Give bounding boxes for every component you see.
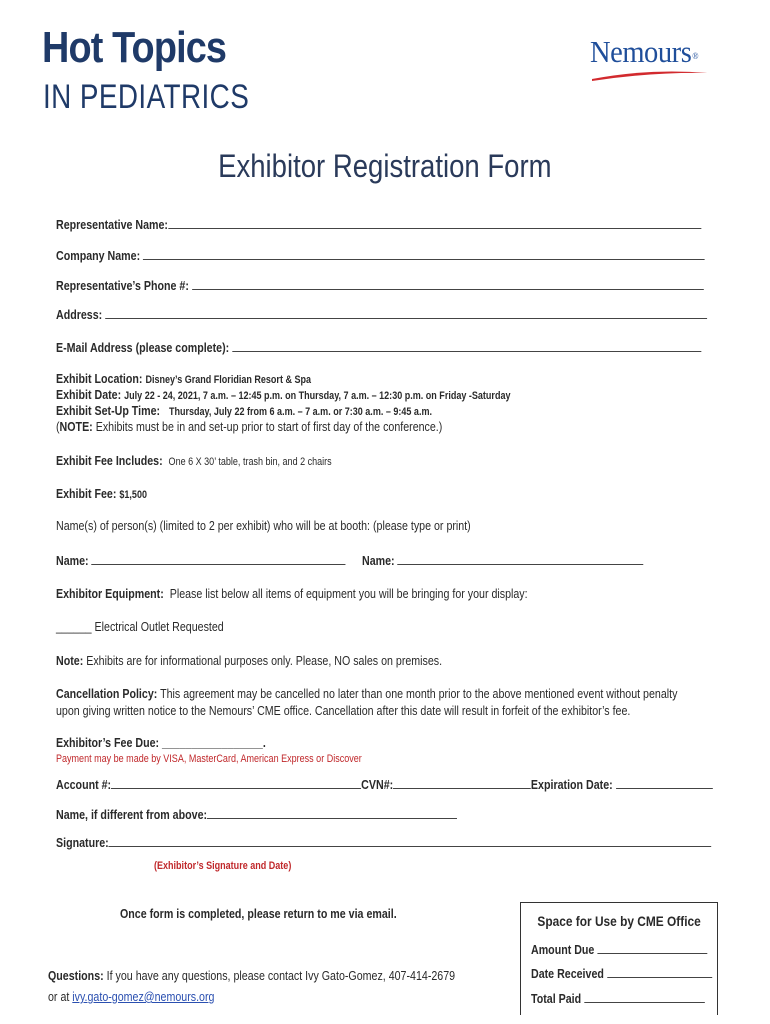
total-paid-row — [531, 990, 743, 1006]
alt-name-input[interactable] — [207, 806, 457, 819]
booth-name2-label: Name: — [362, 553, 395, 568]
exhibit-location-value: Disney’s Grand Floridian Resort & Spa — [145, 374, 312, 386]
or-at-text: or at — [48, 989, 70, 1004]
booth-instructions-row — [56, 518, 562, 534]
payment-methods: Payment may be made by VISA, MasterCard, American Express or Discover — [56, 753, 362, 765]
contact-email-link[interactable]: ivy.gato-gomez@nemours.org — [72, 989, 215, 1004]
note-row — [56, 653, 527, 669]
exhibit-fee-value: $1,500 — [119, 489, 147, 501]
signature-row — [56, 834, 770, 851]
return-instructions: Once form is completed, please return to me via email. — [120, 906, 397, 921]
date-received-row — [531, 965, 752, 981]
rep-phone-label: Representative’s Phone #: — [56, 278, 189, 293]
exhibit-note-open: ( — [56, 419, 60, 434]
outlet-blank[interactable]: ______ — [56, 619, 92, 634]
fee-includes-label: Exhibit Fee Includes: — [56, 453, 163, 468]
nemours-logo-text: Nemours — [590, 34, 692, 69]
cme-office-box — [520, 902, 718, 1015]
nemours-registered-mark: ® — [692, 51, 699, 61]
exhibit-note-row — [56, 419, 527, 435]
booth-name1-row — [56, 552, 409, 569]
rep-name-label: Representative Name: — [56, 217, 168, 232]
company-name-input[interactable] — [143, 247, 705, 260]
exhibit-date-label: Exhibit Date: — [56, 387, 122, 402]
rep-phone-input[interactable] — [192, 277, 704, 290]
account-row — [56, 776, 770, 793]
rep-name-row — [56, 216, 770, 233]
amount-due-row — [531, 941, 746, 957]
hot-topics-logo-line2: IN PEDIATRICS — [43, 78, 250, 116]
signature-label: Signature: — [56, 835, 109, 850]
amount-due-input[interactable] — [597, 941, 707, 954]
address-label: Address: — [56, 307, 103, 322]
cancellation-row1 — [56, 686, 770, 702]
signature-input[interactable] — [109, 834, 712, 847]
address-input[interactable] — [105, 306, 707, 319]
outlet-label: Electrical Outlet Requested — [94, 619, 224, 634]
date-received-label: Date Received — [531, 966, 604, 981]
booth-instructions: Name(s) of person(s) (limited to 2 per exhibit) who will be at booth: (please type or print) — [56, 518, 471, 533]
return-instructions-row — [120, 906, 457, 922]
cancellation-line2: upon giving written notice to the Nemours’ CME office. Cancellation after this date will result in forfeit of the exhibitor’s fee. — [56, 703, 631, 718]
exhibit-note-label: NOTE: — [59, 419, 93, 434]
note-label: Note: — [56, 653, 84, 668]
page-title: Exhibitor Registration Form — [218, 148, 552, 184]
nemours-logo — [590, 36, 698, 67]
equipment-row — [56, 586, 631, 602]
booth-name2-input[interactable] — [398, 552, 644, 565]
account-input[interactable] — [111, 776, 361, 789]
exhibit-location-label: Exhibit Location: — [56, 371, 143, 386]
signature-caption: (Exhibitor’s Signature and Date) — [154, 860, 292, 872]
signature-caption-row — [154, 857, 321, 874]
exhibit-setup-row — [56, 403, 515, 420]
questions-label: Questions: — [48, 968, 104, 983]
cancellation-line1: This agreement may be cancelled no later than one month prior to the above mentioned event without penalty — [160, 686, 678, 701]
rep-phone-row — [56, 277, 770, 294]
fee-due-label: Exhibitor’s Fee Due: — [56, 735, 160, 750]
equipment-text: Please list below all items of equipment you will be bringing for your display: — [169, 586, 528, 601]
equipment-label: Exhibitor Equipment: — [56, 586, 164, 601]
email-input[interactable] — [232, 339, 701, 352]
fee-includes-row — [56, 453, 392, 470]
booth-name1-input[interactable] — [92, 552, 346, 565]
company-name-row — [56, 247, 770, 264]
alt-name-label: Name, if different from above: — [56, 807, 208, 822]
address-row — [56, 306, 770, 323]
expiration-label: Expiration Date: — [530, 777, 613, 792]
email-row — [56, 339, 770, 356]
exhibit-setup-label: Exhibit Set-Up Time: — [56, 403, 161, 418]
fee-includes-value: One 6 X 30’ table, trash bin, and 2 chairs — [168, 456, 332, 468]
cme-office-title: Space for Use by CME Office — [537, 913, 701, 929]
hot-topics-logo-line1: Hot Topics — [42, 23, 227, 72]
cancellation-label: Cancellation Policy: — [56, 686, 158, 701]
cvn-input[interactable] — [393, 776, 531, 789]
cvn-label: CVN#: — [361, 777, 394, 792]
account-label: Account #: — [56, 777, 112, 792]
total-paid-input[interactable] — [584, 990, 705, 1003]
questions-row — [48, 968, 544, 984]
date-received-input[interactable] — [607, 965, 712, 978]
nemours-swoosh-icon — [590, 68, 710, 82]
company-name-label: Company Name: — [56, 248, 141, 263]
fee-due-input[interactable]: _________________. — [162, 735, 266, 750]
booth-name2-row — [362, 552, 705, 569]
exhibit-note-value: Exhibits must be in and set-up prior to start of first day of the conference.) — [95, 419, 443, 434]
alt-name-row — [56, 806, 545, 823]
exhibit-fee-row — [56, 486, 167, 503]
fee-due-row — [56, 735, 312, 751]
exhibit-setup-value: Thursday, July 22 from 6 a.m. – 7 a.m. or 7:30 a.m. – 9:45 a.m. — [168, 406, 432, 418]
total-paid-label: Total Paid — [531, 991, 582, 1006]
exhibit-fee-label: Exhibit Fee: — [56, 486, 117, 501]
exhibit-date-value: July 22 - 24, 2021, 7 a.m. – 12:45 p.m. on Thursday, 7 a.m. – 12:30 p.m. on Friday -Saturday — [124, 390, 511, 402]
booth-name1-label: Name: — [56, 553, 89, 568]
expiration-input[interactable] — [616, 776, 713, 789]
cancellation-row2 — [56, 703, 756, 719]
exhibit-location-row — [56, 371, 367, 388]
rep-name-input[interactable] — [168, 216, 701, 229]
outlet-row[interactable] — [56, 619, 261, 635]
questions-text: If you have any questions, please contact Ivy Gato-Gomez, 407-414-2679 — [106, 968, 456, 983]
exhibit-date-row — [56, 387, 610, 404]
email-label: E-Mail Address (please complete): — [56, 340, 230, 355]
email-contact-row — [48, 989, 251, 1005]
payment-methods-row — [56, 750, 429, 767]
note-text: Exhibits are for informational purposes only. Please, NO sales on premises. — [86, 653, 443, 668]
amount-due-label: Amount Due — [531, 942, 595, 957]
